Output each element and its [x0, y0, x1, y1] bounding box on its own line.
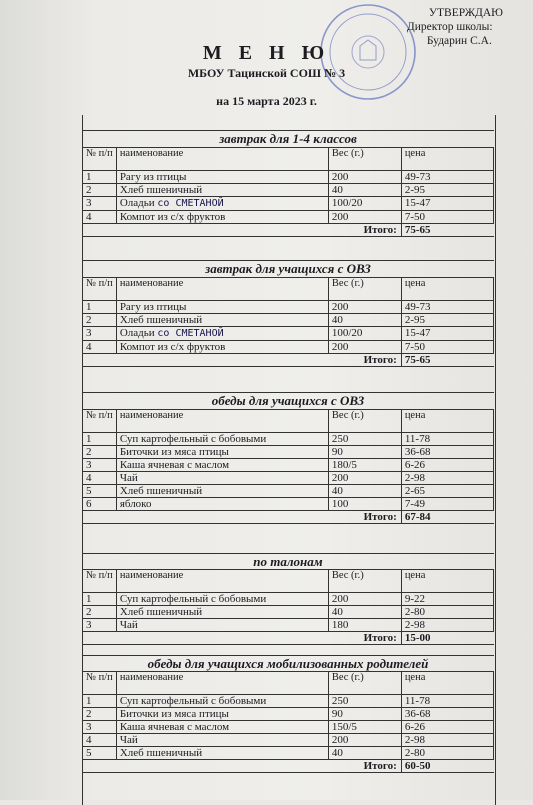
- dish-weight: 250: [328, 695, 401, 708]
- table-header-row: [83, 672, 494, 695]
- row-number: 2: [83, 184, 117, 197]
- table-row: [83, 459, 494, 472]
- dish-price: 2-95: [401, 184, 493, 197]
- row-number: 1: [83, 593, 117, 606]
- section-title: завтрак для учащихся с ОВЗ: [82, 260, 494, 277]
- handwritten-note: со СМЕТАНОЙ: [157, 328, 224, 339]
- row-number: 3: [83, 459, 117, 472]
- dish-price: 2-80: [401, 747, 493, 760]
- section-title: обеды для учащихся с ОВЗ: [82, 392, 494, 409]
- dish-name: Биточки из мяса птицы: [116, 446, 328, 459]
- dish-price: 2-98: [401, 734, 493, 747]
- dish-price: 2-95: [401, 314, 493, 327]
- menu-table: [82, 277, 494, 367]
- row-number: 4: [83, 341, 117, 354]
- dish-name: Суп картофельный с бобовыми: [116, 433, 328, 446]
- table-row: [83, 197, 494, 211]
- dish-weight: 200: [328, 211, 401, 224]
- dish-name: Каша ячневая с маслом: [116, 721, 328, 734]
- weight-header: Вес (г.): [328, 148, 401, 171]
- table-row: [83, 472, 494, 485]
- row-number: 2: [83, 708, 117, 721]
- dish-weight: 90: [328, 446, 401, 459]
- section-title: обеды для учащихся мобилизованных родителей: [82, 655, 494, 672]
- table-row: [83, 314, 494, 327]
- num-header: № п/п: [83, 148, 117, 171]
- row-number: 4: [83, 472, 117, 485]
- dish-name: Хлеб пшеничный: [116, 314, 328, 327]
- dish-price: 49-73: [401, 301, 493, 314]
- row-number: 3: [83, 721, 117, 734]
- total-label: Итого:: [83, 760, 402, 773]
- dish-name: яблоко: [116, 498, 328, 511]
- row-number: 3: [83, 197, 117, 211]
- dish-name: Компот из с/х фруктов: [116, 211, 328, 224]
- handwritten-note: со СМЕТАНОЙ: [157, 198, 224, 209]
- total-label: Итого:: [83, 511, 402, 524]
- dish-weight: 200: [328, 593, 401, 606]
- dish-weight: 40: [328, 314, 401, 327]
- menu-table: [82, 147, 494, 237]
- dish-weight: 100/20: [328, 327, 401, 341]
- dish-weight: 90: [328, 708, 401, 721]
- dish-weight: 40: [328, 747, 401, 760]
- total-label: Итого:: [83, 224, 402, 237]
- dish-price: 9-22: [401, 593, 493, 606]
- table-row: [83, 619, 494, 632]
- dish-price: 6-26: [401, 721, 493, 734]
- dish-weight: 100: [328, 498, 401, 511]
- total-row: [83, 354, 494, 367]
- dish-name: Оладьи со СМЕТАНОЙ: [116, 327, 328, 341]
- dish-price: 15-47: [401, 197, 493, 211]
- table-row: [83, 433, 494, 446]
- row-number: 2: [83, 314, 117, 327]
- dish-name: Рагу из птицы: [116, 171, 328, 184]
- menu-table: [82, 671, 494, 773]
- row-number: 3: [83, 619, 117, 632]
- dish-name: Суп картофельный с бобовыми: [116, 695, 328, 708]
- dish-price: 6-26: [401, 459, 493, 472]
- name-header: наименование: [116, 570, 328, 593]
- table-row: [83, 446, 494, 459]
- table-row: [83, 485, 494, 498]
- dish-weight: 200: [328, 734, 401, 747]
- row-number: 3: [83, 327, 117, 341]
- num-header: № п/п: [83, 278, 117, 301]
- table-row: [83, 747, 494, 760]
- menu-date: на 15 марта 2023 г.: [216, 94, 317, 108]
- table-header-row: [83, 410, 494, 433]
- dish-weight: 40: [328, 485, 401, 498]
- approval-heading: УТВЕРЖДАЮ: [428, 7, 503, 19]
- name-header: наименование: [116, 672, 328, 695]
- table-row: [83, 171, 494, 184]
- dish-price: 7-49: [401, 498, 493, 511]
- dish-weight: 40: [328, 184, 401, 197]
- dish-price: 7-50: [401, 211, 493, 224]
- dish-weight: 200: [328, 472, 401, 485]
- weight-header: Вес (г.): [328, 278, 401, 301]
- num-header: № п/п: [83, 410, 117, 433]
- dish-price: 11-78: [401, 695, 493, 708]
- dish-price: 7-50: [401, 341, 493, 354]
- table-row: [83, 211, 494, 224]
- dish-name: Суп картофельный с бобовыми: [116, 593, 328, 606]
- dish-price: 36-68: [401, 446, 493, 459]
- total-row: [83, 224, 494, 237]
- dish-weight: 200: [328, 301, 401, 314]
- dish-weight: 200: [328, 341, 401, 354]
- dish-name: Чай: [116, 472, 328, 485]
- dish-weight: 250: [328, 433, 401, 446]
- dish-name: Оладьи со СМЕТАНОЙ: [116, 197, 328, 211]
- price-header: цена: [401, 148, 493, 171]
- table-row: [83, 498, 494, 511]
- name-header: наименование: [116, 410, 328, 433]
- row-number: 1: [83, 695, 117, 708]
- dish-price: 2-65: [401, 485, 493, 498]
- table-row: [83, 593, 494, 606]
- menu-table: [82, 569, 494, 645]
- num-header: № п/п: [83, 672, 117, 695]
- dish-name: Каша ячневая с маслом: [116, 459, 328, 472]
- approval-position: Директор школы:: [406, 21, 493, 33]
- total-label: Итого:: [83, 632, 402, 645]
- dish-name: Хлеб пшеничный: [116, 184, 328, 197]
- table-row: [83, 734, 494, 747]
- price-header: цена: [401, 672, 493, 695]
- dish-weight: 200: [328, 171, 401, 184]
- price-header: цена: [401, 278, 493, 301]
- menu-table: [82, 409, 494, 524]
- name-header: наименование: [116, 278, 328, 301]
- dish-name: Хлеб пшеничный: [116, 747, 328, 760]
- total-value: 60-50: [401, 760, 493, 773]
- dish-name: Компот из с/х фруктов: [116, 341, 328, 354]
- row-number: 5: [83, 747, 117, 760]
- row-number: 2: [83, 606, 117, 619]
- total-row: [83, 511, 494, 524]
- dish-price: 2-98: [401, 619, 493, 632]
- total-value: 15-00: [401, 632, 493, 645]
- section-title: завтрак для 1-4 классов: [82, 130, 494, 147]
- table-row: [83, 695, 494, 708]
- dish-name: Биточки из мяса птицы: [116, 708, 328, 721]
- row-number: 4: [83, 211, 117, 224]
- approval-name: Бударин С.А.: [426, 35, 492, 47]
- total-row: [83, 632, 494, 645]
- table-row: [83, 184, 494, 197]
- total-value: 67-84: [401, 511, 493, 524]
- name-header: наименование: [116, 148, 328, 171]
- dish-price: 49-73: [401, 171, 493, 184]
- dish-price: 36-68: [401, 708, 493, 721]
- page-title: М Е Н Ю: [202, 42, 331, 64]
- dish-price: 2-98: [401, 472, 493, 485]
- total-label: Итого:: [83, 354, 402, 367]
- total-value: 75-65: [401, 224, 493, 237]
- dish-weight: 180/5: [328, 459, 401, 472]
- price-header: цена: [401, 570, 493, 593]
- dish-name: Чай: [116, 619, 328, 632]
- dish-price: 11-78: [401, 433, 493, 446]
- dish-name: Хлеб пшеничный: [116, 606, 328, 619]
- row-number: 4: [83, 734, 117, 747]
- total-row: [83, 760, 494, 773]
- table-header-row: [83, 278, 494, 301]
- section-title: по талонам: [82, 553, 494, 570]
- dish-price: 15-47: [401, 327, 493, 341]
- table-row: [83, 341, 494, 354]
- table-row: [83, 606, 494, 619]
- dish-weight: 40: [328, 606, 401, 619]
- table-header-row: [83, 570, 494, 593]
- row-number: 5: [83, 485, 117, 498]
- total-value: 75-65: [401, 354, 493, 367]
- table-row: [83, 327, 494, 341]
- dish-name: Чай: [116, 734, 328, 747]
- school-name: МБОУ Тацинской СОШ № 3: [187, 66, 346, 80]
- row-number: 1: [83, 433, 117, 446]
- table-row: [83, 721, 494, 734]
- num-header: № п/п: [83, 570, 117, 593]
- price-header: цена: [401, 410, 493, 433]
- weight-header: Вес (г.): [328, 410, 401, 433]
- dish-name: Рагу из птицы: [116, 301, 328, 314]
- row-number: 1: [83, 301, 117, 314]
- dish-price: 2-80: [401, 606, 493, 619]
- row-number: 1: [83, 171, 117, 184]
- dish-weight: 180: [328, 619, 401, 632]
- weight-header: Вес (г.): [328, 672, 401, 695]
- dish-name: Хлеб пшеничный: [116, 485, 328, 498]
- weight-header: Вес (г.): [328, 570, 401, 593]
- row-number: 6: [83, 498, 117, 511]
- table-row: [83, 708, 494, 721]
- table-header-row: [83, 148, 494, 171]
- dish-weight: 100/20: [328, 197, 401, 211]
- row-number: 2: [83, 446, 117, 459]
- dish-weight: 150/5: [328, 721, 401, 734]
- table-row: [83, 301, 494, 314]
